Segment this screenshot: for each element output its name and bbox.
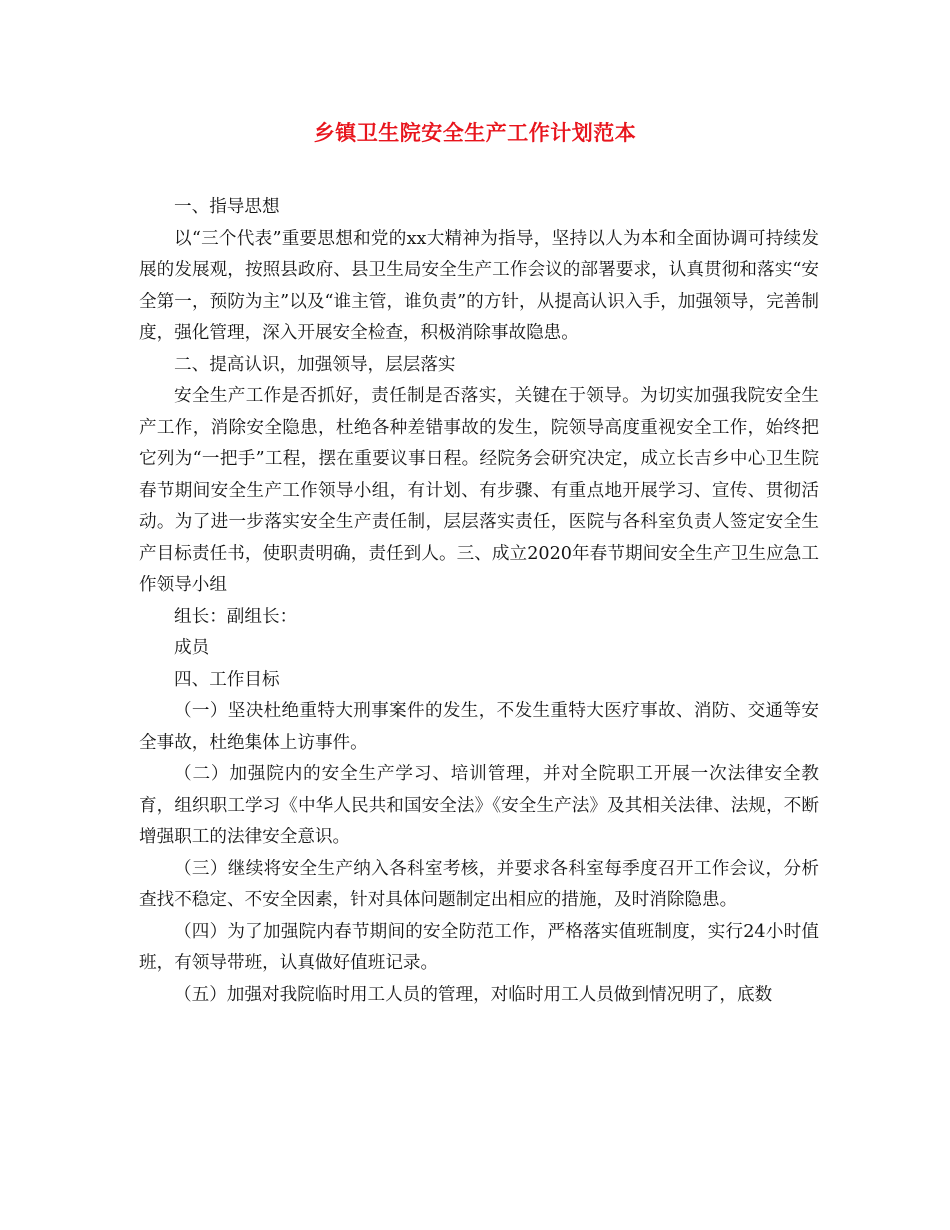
paragraph-goal-5: （五）加强对我院临时用工人员的管理，对临时用工人员做到情况明了，底数 <box>174 984 773 1005</box>
paragraph-goal-1: （一）坚决杜绝重特大刑事案件的发生，不发生重特大医疗事故、消防、交通等安全事故，杜绝集体上访事件。 <box>139 701 819 753</box>
paragraph-leaders: 组长：副组长： <box>174 606 298 627</box>
paragraph-awareness: 安全生产工作是否抓好，责任制是否落实，关键在于领导。为切实加强我院安全生产工作，消除安全隐患，杜绝各种差错事故的发生，院领导高度重视安全工作，始终把它列为“一把手”工程，摆在重要议事日程。经院务会研究决定，成立长吉乡中心卫生院春节期间安全生产工作领导小组，有计划、有步骤、有重点地开展学习、宣传、贯彻活动。为了进一步落实安全生产责任制，层层落实责任，医院与各科室负责人签定安全生产目标责任书，使职责明确，责任到人。三、成立2020年春节期间安全生产卫生应急工作领导小组 <box>139 386 819 595</box>
section-heading-goals: 四、工作目标 <box>174 669 280 690</box>
paragraph-goal-2: （二）加强院内的安全生产学习、培训管理，并对全院职工开展一次法律安全教育，组织职工学习《中华人民共和国安全法》《安全生产法》及其相关法律、法规，不断增强职工的法律安全意识。 <box>139 764 819 847</box>
section-heading-awareness: 二、提高认识，加强领导，层层落实 <box>174 354 456 375</box>
section-heading-guiding-thought: 一、指导思想 <box>174 197 280 217</box>
paragraph-guiding-thought: 以“三个代表”重要思想和党的xx大精神为指导，坚持以人为本和全面协调可持续发展的发展观，按照县政府、县卫生局安全生产工作会议的部署要求，认真贯彻和落实“安全第一，预防为主”以及“谁主管，谁负责”的方针，从提高认识入手，加强领导，完善制度，强化管理，深入开展安全检查，积极消除事故隐患。 <box>139 228 819 343</box>
document-body <box>139 192 819 1011</box>
paragraph-goal-4: （四）为了加强院内春节期间的安全防范工作，严格落实值班制度，实行24小时值班，有领导带班，认真做好值班记录。 <box>139 921 819 973</box>
document-title: 乡镇卫生院安全生产工作计划范本 <box>313 120 637 145</box>
paragraph-goal-3: （三）继续将安全生产纳入各科室考核，并要求各科室每季度召开工作会议，分析查找不稳定、不安全因素，针对具体问题制定出相应的措施，及时消除隐患。 <box>139 858 819 910</box>
paragraph-members: 成员 <box>174 638 210 658</box>
